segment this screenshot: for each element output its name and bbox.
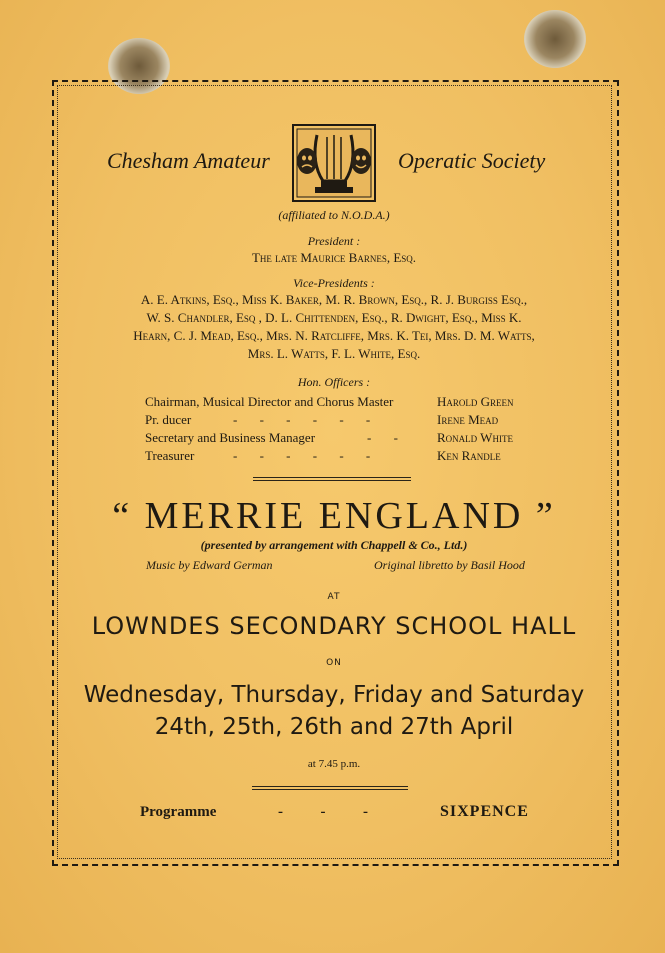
libretto-credit: Original libretto by Basil Hood <box>374 558 525 572</box>
officer-name: Ronald White <box>437 430 513 445</box>
officer-row <box>145 448 523 465</box>
society-name-right: Operatic Society <box>398 148 546 173</box>
officer-role: Treasurer <box>145 448 195 463</box>
at-label: AT <box>327 592 341 602</box>
venue: LOWNDES SECONDARY SCHOOL HALL <box>91 612 577 640</box>
president-heading: President : <box>307 234 361 248</box>
performance-time: at 7.45 p.m. <box>307 758 361 770</box>
officer-dashes: - - - - - - <box>233 412 372 427</box>
officer-role: Chairman, Musical Director and Chorus Master <box>145 394 394 409</box>
officer-row <box>145 394 523 411</box>
officer-row <box>145 430 523 447</box>
paper-stain-right <box>524 10 586 68</box>
programme-label: Programme <box>140 804 217 820</box>
officers-heading: Hon. Officers : <box>297 375 371 389</box>
officer-role: Secretary and Business Manager <box>145 430 316 445</box>
vice-presidents-line: Mrs. L. Watts, F. L. White, Esq. <box>247 346 421 361</box>
performance-days: Wednesday, Thursday, Friday and Saturday <box>83 682 585 708</box>
divider-rule-top <box>253 477 411 481</box>
vice-presidents-line: Hearn, C. J. Mead, Esq., Mrs. N. Ratcliffe, Mrs. K. Tei, Mrs. D. M. Watts, <box>133 328 535 343</box>
society-name-left: Chesham Amateur <box>107 148 270 173</box>
officer-role: Pr. ducer <box>145 412 192 427</box>
lyre-masks-emblem-icon <box>291 123 377 203</box>
affiliation: (affiliated to N.O.D.A.) <box>278 208 390 222</box>
officer-name: Harold Green <box>437 394 514 409</box>
performance-dates: 24th, 25th, 26th and 27th April <box>154 714 514 740</box>
vice-presidents-heading: Vice-Presidents : <box>293 276 375 290</box>
officer-row <box>145 412 523 429</box>
divider-rule-bottom <box>252 786 408 790</box>
production-title: “ MERRIE ENGLAND ” <box>112 495 556 537</box>
president-name: The late Maurice Barnes, Esq. <box>251 250 417 265</box>
officer-dashes: - - <box>367 430 399 445</box>
on-label: ON <box>326 658 342 668</box>
arrangement-note: (presented by arrangement with Chappell & Co., Ltd.) <box>200 538 468 552</box>
officer-name: Irene Mead <box>437 412 499 427</box>
footer-dashes: - - - <box>278 804 368 820</box>
vice-presidents-line: A. E. Atkins, Esq., Miss K. Baker, M. R. Brown, Esq., R. J. Burgiss Esq., <box>140 292 528 307</box>
music-credit: Music by Edward German <box>146 558 273 572</box>
vice-presidents-line: W. S. Chandler, Esq , D. L. Chittenden, Esq., R. Dwight, Esq., Miss K. <box>146 310 522 325</box>
officer-name: Ken Randle <box>437 448 501 463</box>
officer-dashes: - - - - - - <box>233 448 372 463</box>
price: SIXPENCE <box>440 803 529 820</box>
